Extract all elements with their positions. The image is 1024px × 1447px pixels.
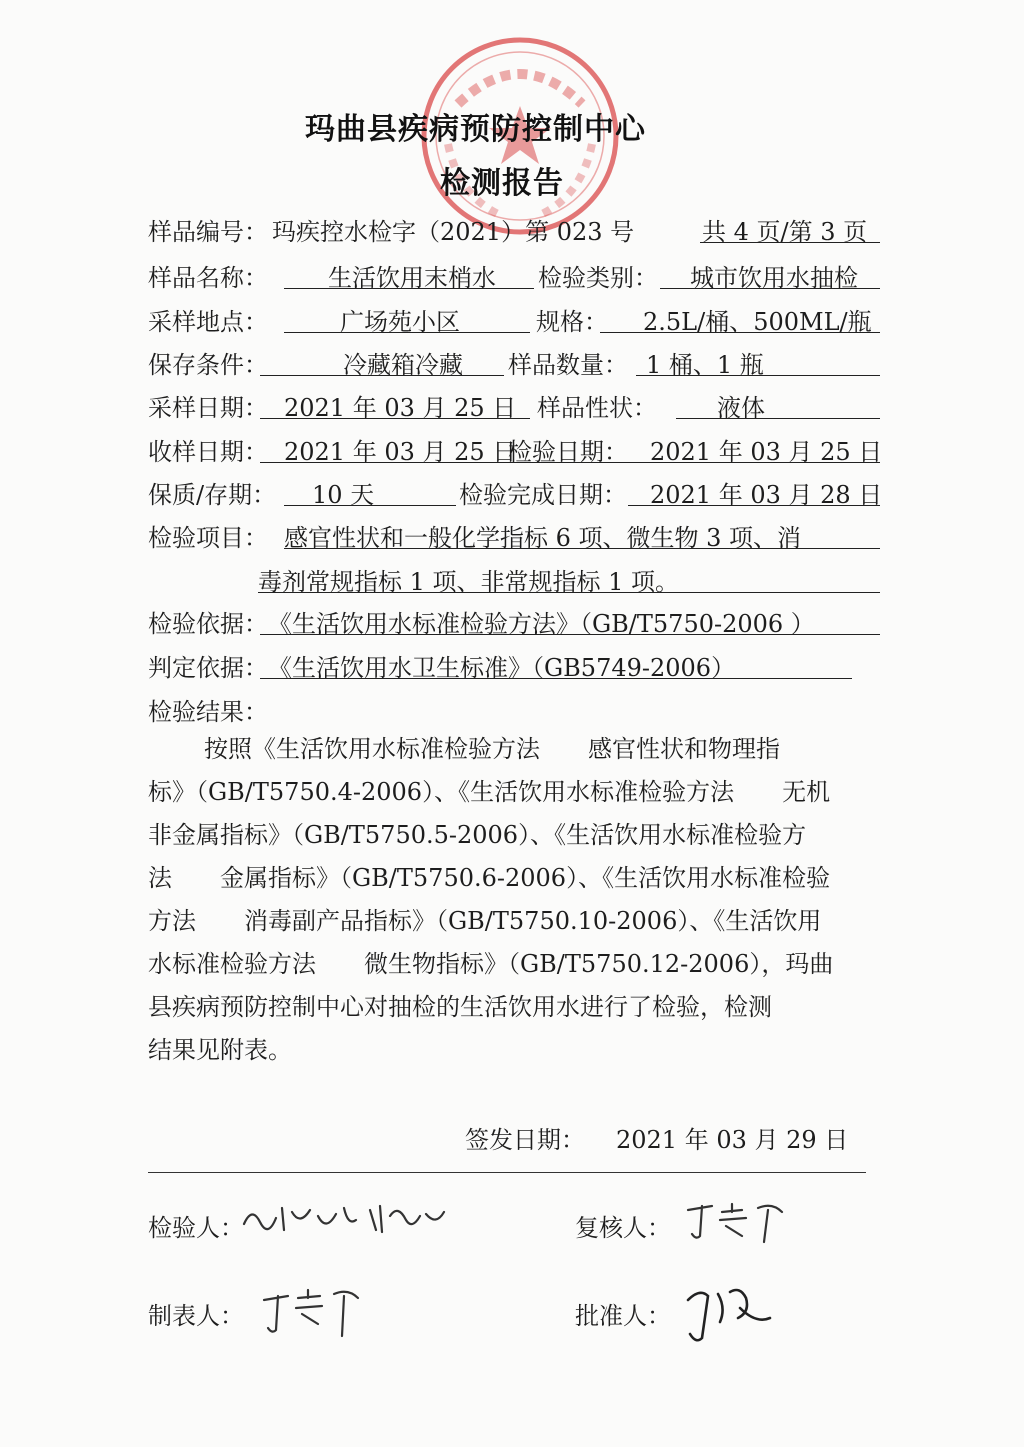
storage-value: 冷藏箱冷藏 — [343, 351, 463, 379]
results-line: 方法 消毒副产品指标》（GB/T5750.10-2006）、《生活饮用 — [148, 907, 822, 935]
items-line-2: 毒剂常规指标 1 项、非常规指标 1 项。 — [258, 568, 680, 596]
test-date-value: 2021 年 03 月 25 日 — [650, 438, 883, 466]
reviewer-label: 复核人： — [575, 1214, 671, 1242]
underline — [600, 332, 880, 333]
underline — [260, 462, 880, 463]
issue-date-label: 签发日期： — [465, 1126, 585, 1154]
issue-date-value: 2021 年 03 月 29 日 — [616, 1126, 849, 1154]
sample-no-value: 玛疾控水检字（2021）第 023 号 — [272, 218, 635, 246]
receive-date-value: 2021 年 03 月 25 日 — [284, 438, 517, 466]
underline — [676, 418, 880, 419]
finish-date-label: 检验完成日期： — [459, 481, 627, 509]
storage-label: 保存条件： — [148, 351, 268, 379]
org-name: 玛曲县疾病预防控制中心 — [305, 112, 646, 147]
underline — [260, 678, 852, 679]
underline — [660, 288, 880, 289]
spec-label: 规格： — [536, 308, 608, 336]
divider-line — [148, 1172, 866, 1173]
page-info: 共 4 页/第 3 页 — [702, 218, 868, 246]
nature-label: 样品性状： — [537, 394, 657, 422]
results-line: 标》（GB/T5750.4-2006）、《生活饮用水标准检验方法 无机 — [148, 778, 831, 806]
site-value: 广场苑小区 — [340, 308, 460, 336]
shelf-label: 保质/存期： — [148, 481, 277, 509]
results-label: 检验结果： — [148, 698, 268, 726]
results-line: 非金属指标》（GB/T5750.5-2006）、《生活饮用水标准检验方 — [148, 821, 807, 849]
sampling-date-value: 2021 年 03 月 25 日 — [284, 394, 517, 422]
results-line: 按照《生活饮用水标准检验方法 感官性状和物理指 — [204, 735, 780, 763]
nature-value: 液体 — [717, 394, 765, 422]
receive-date-label: 收样日期： — [148, 438, 268, 466]
spec-value: 2.5L/桶、500ML/瓶 — [643, 308, 872, 336]
finish-date-value: 2021 年 03 月 28 日 — [650, 481, 883, 509]
underline — [258, 592, 880, 593]
results-line: 法 金属指标》（GB/T5750.6-2006）、《生活饮用水标准检验 — [148, 864, 831, 892]
underline — [260, 634, 880, 635]
sample-name-label: 样品名称： — [148, 264, 268, 292]
approver-label: 批准人： — [575, 1302, 671, 1330]
qty-label: 样品数量： — [508, 351, 628, 379]
results-line: 结果见附表。 — [148, 1036, 292, 1064]
basis-value: 《生活饮用水标准检验方法》（GB/T5750-2006 ） — [268, 610, 815, 638]
test-type-label: 检验类别： — [538, 264, 658, 292]
site-label: 采样地点： — [148, 308, 268, 336]
sample-no-label: 样品编号： — [148, 218, 268, 246]
underline — [284, 288, 534, 289]
basis-label: 检验依据： — [148, 610, 268, 638]
underline — [700, 242, 880, 243]
underline — [260, 375, 504, 376]
underline — [284, 332, 530, 333]
test-type-value: 城市饮用水抽检 — [690, 264, 858, 292]
items-line-1: 感官性状和一般化学指标 6 项、微生物 3 项、消 — [284, 524, 802, 552]
test-date-label: 检验日期： — [508, 438, 628, 466]
maker-signature-icon — [258, 1280, 368, 1340]
underline — [628, 505, 880, 506]
underline — [636, 375, 880, 376]
results-paragraph — [148, 728, 880, 1072]
shelf-value: 10 天 — [312, 481, 375, 509]
results-line: 县疾病预防控制中心对抽检的生活饮用水进行了检验，检测 — [148, 993, 772, 1021]
approver-signature-icon — [680, 1278, 780, 1348]
document-title: 检测报告 — [440, 166, 564, 201]
inspector-label: 检验人： — [148, 1214, 244, 1242]
reviewer-signature-icon — [682, 1196, 802, 1246]
judge-value: 《生活饮用水卫生标准》（GB5749-2006） — [268, 654, 736, 682]
underline — [284, 548, 880, 549]
sampling-date-label: 采样日期： — [148, 394, 268, 422]
items-label: 检验项目： — [148, 524, 268, 552]
inspector-signature-icon — [240, 1196, 470, 1240]
sample-name-value: 生活饮用末梢水 — [328, 264, 496, 292]
judge-label: 判定依据： — [148, 654, 268, 682]
underline — [284, 505, 456, 506]
underline — [260, 418, 530, 419]
maker-label: 制表人： — [148, 1302, 244, 1330]
qty-value: 1 桶、1 瓶 — [646, 351, 764, 379]
results-line: 水标准检验方法 微生物指标》（GB/T5750.12-2006），玛曲 — [148, 950, 834, 978]
